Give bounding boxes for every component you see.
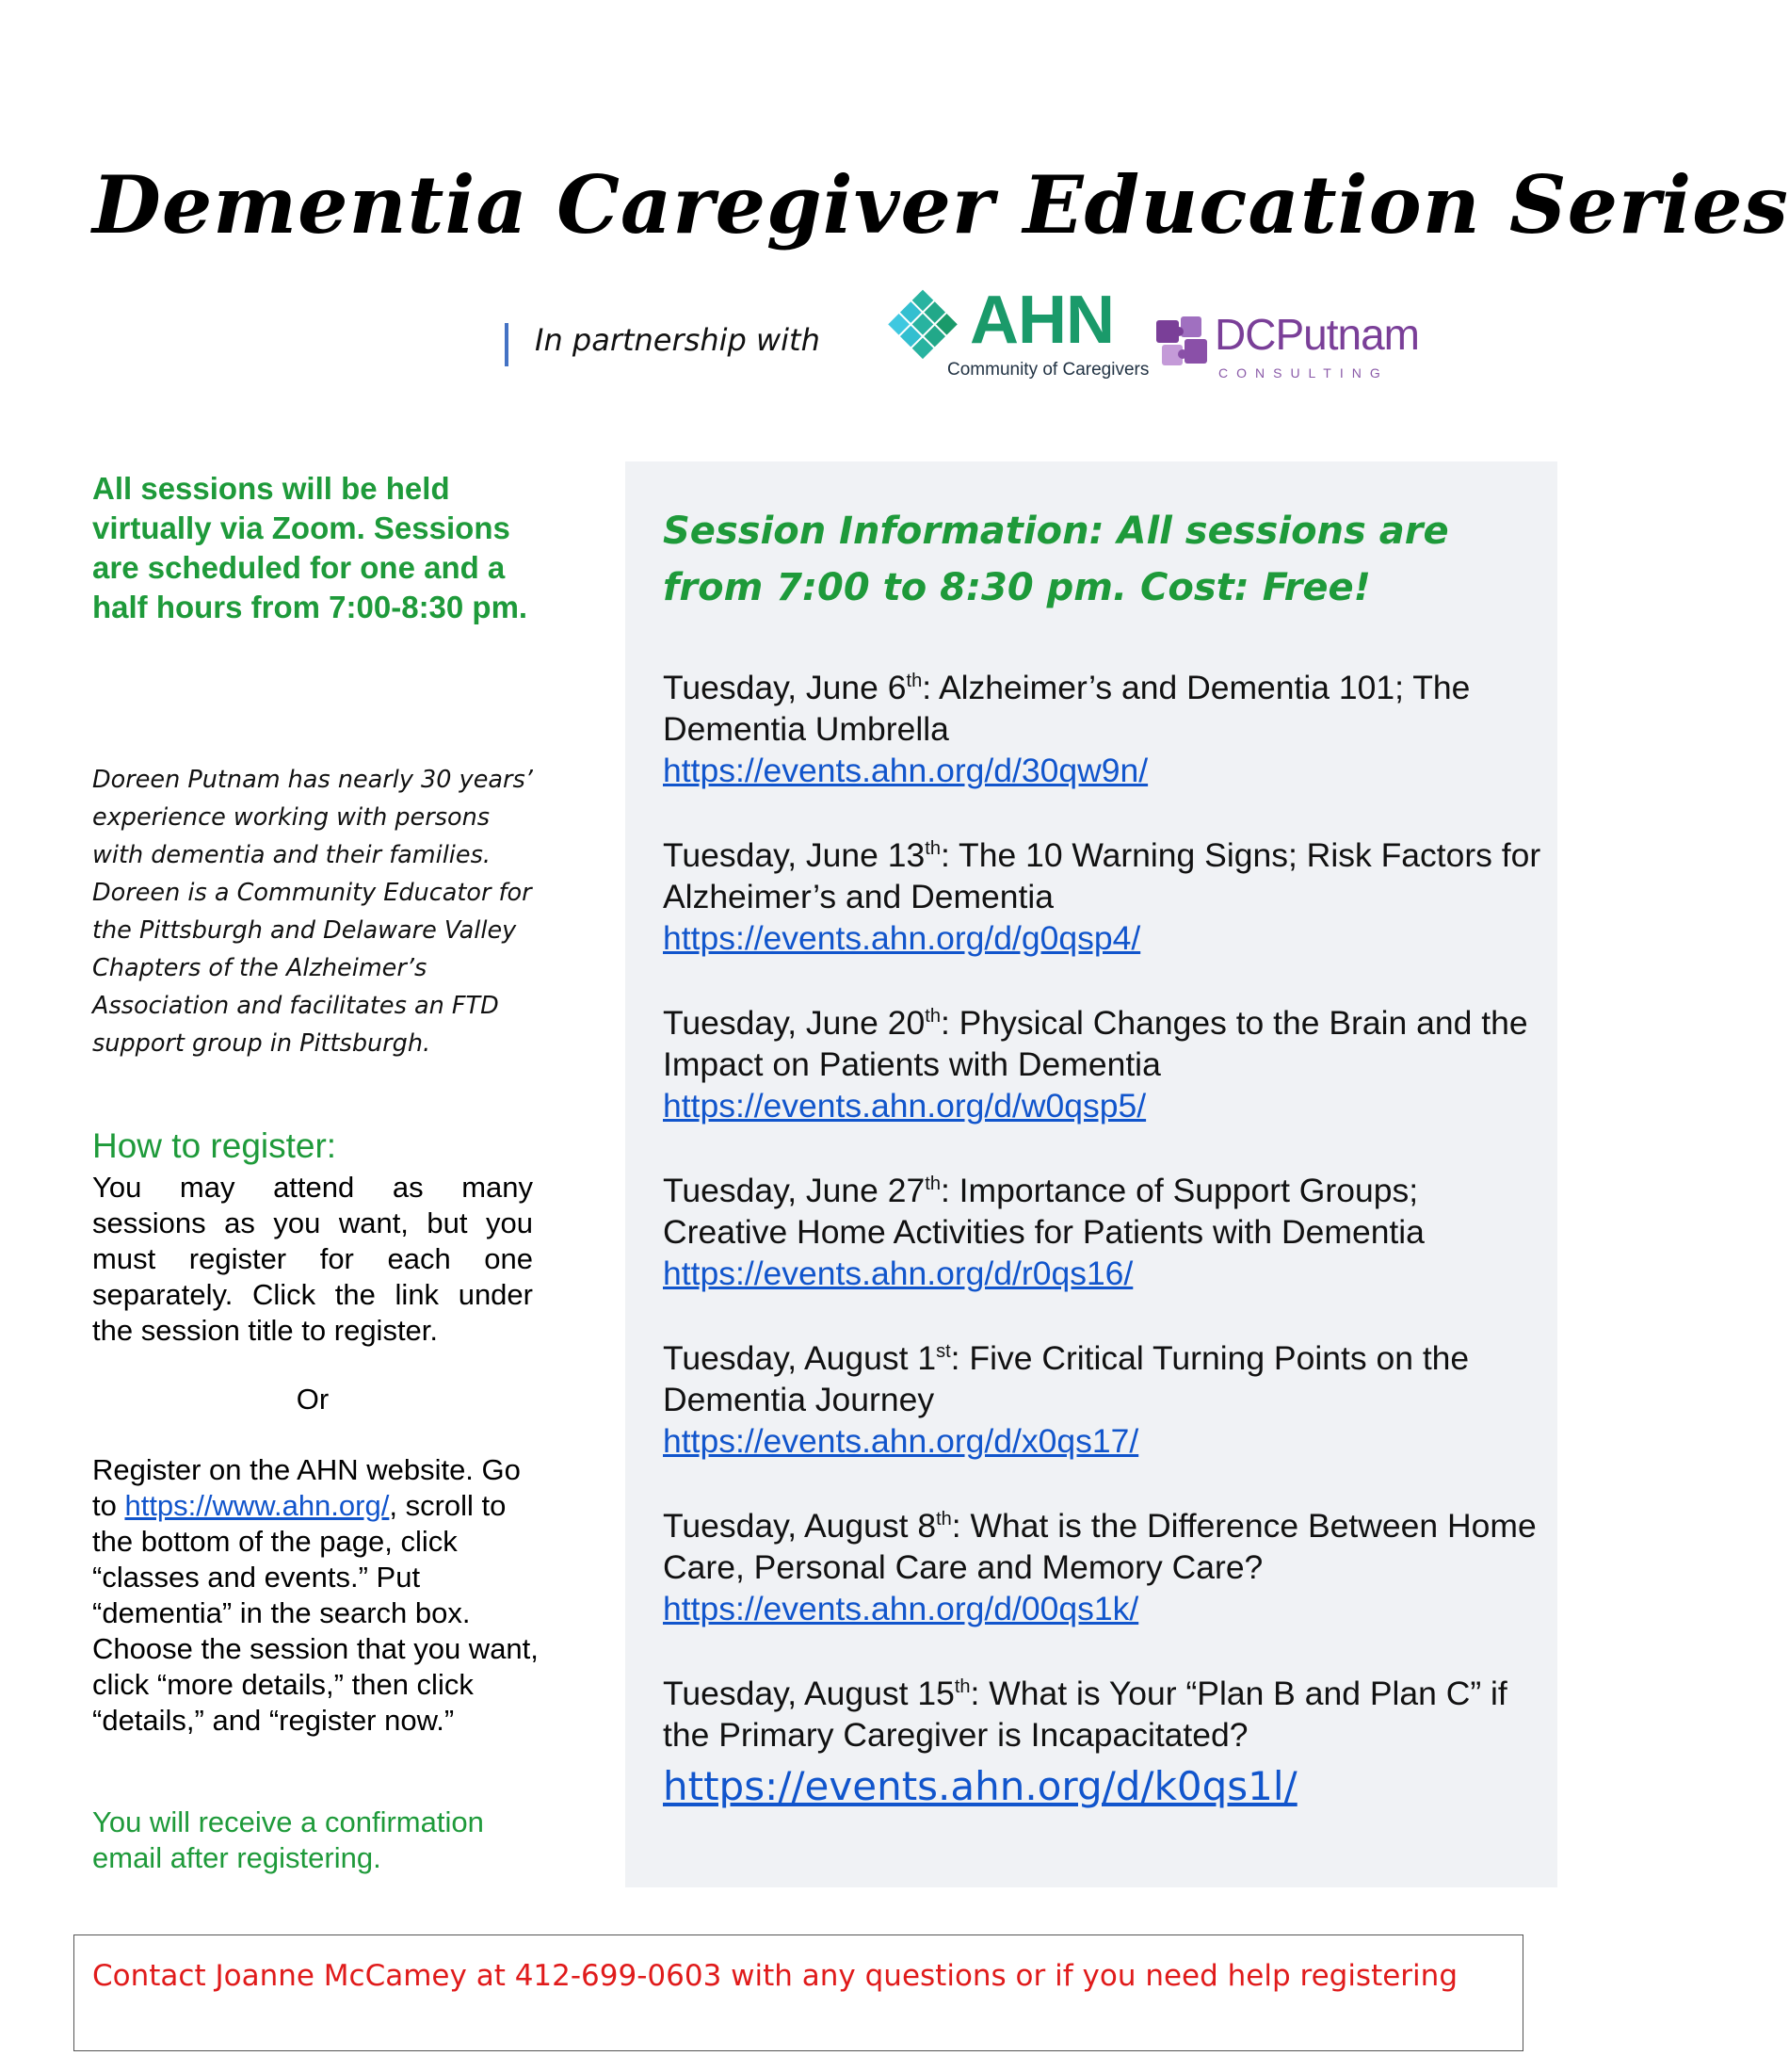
website-instructions-pre: Register on the AHN website. Go to (92, 1453, 521, 1522)
date-suffix: st (936, 1341, 951, 1363)
ahn-logo-subtext: Community of Caregivers (947, 360, 1150, 380)
session-item (663, 667, 1548, 791)
session-item (663, 1337, 1548, 1462)
how-to-register-text: You may attend as many sessions as you want, but you must register for each one separately. Click the link under the session title to register. (92, 1171, 533, 1347)
session-register-link[interactable]: https://events.ahn.org/d/x0qs17/ (663, 1422, 1139, 1460)
divider-bar (505, 323, 508, 366)
confirmation-note: You will receive a confirmation email after registering. (92, 1805, 484, 1874)
dcp-logo-subtext: CONSULTING (1218, 365, 1389, 380)
presenter-bio: Doreen Putnam has nearly 30 years’ experience working with persons with dementia and their families. Doreen is a Community Educator for the Pittsburgh and Delaware Valley Chapters of the Alzheimer’s Association and facilitates an FTD support group in Pittsburgh. (92, 766, 533, 1058)
session-title: : Five Critical Turning Points on the Dementia Journey (663, 1339, 1470, 1418)
or-separator: Or (296, 1383, 330, 1416)
session-item (663, 1673, 1548, 1814)
session-date: Tuesday, August 15 (663, 1675, 955, 1712)
contact-text: Contact Joanne McCamey at 412-699-0603 with any questions or if you need help registering (92, 1959, 1458, 1993)
ahn-website-link[interactable]: https://www.ahn.org/ (124, 1489, 390, 1522)
website-instructions-post: , scroll to the bottom of the page, click “classes and events.” Put “dementia” in the search box. Choose the session that you want, click “more details,” then click “details,” and “register now.” (92, 1489, 539, 1737)
session-item (663, 1505, 1548, 1629)
session-date: Tuesday, August 8 (663, 1507, 937, 1545)
partnership-label: In partnership with (535, 322, 820, 358)
intro-text: All sessions will be held virtually via Zoom. Sessions are scheduled for one and a half hours from 7:00-8:30 pm. (92, 471, 528, 624)
page-title: Dementia Caregiver Education Series (92, 158, 1789, 251)
contact-box (73, 1934, 1523, 2051)
dcp-logo-text: DCPutnam (1215, 310, 1419, 359)
session-title: : Alzheimer’s and Dementia 101; The Dementia Umbrella (663, 669, 1471, 748)
session-title: : The 10 Warning Signs; Risk Factors for Alzheimer’s and Dementia (663, 836, 1541, 915)
ahn-logo-text: AHN (970, 283, 1114, 358)
date-suffix: th (954, 1676, 971, 1698)
session-item (663, 834, 1548, 959)
session-date: Tuesday, June 6 (663, 669, 907, 706)
session-register-link[interactable]: https://events.ahn.org/d/00qs1k/ (663, 1590, 1139, 1627)
session-register-link[interactable]: https://events.ahn.org/d/30qw9n/ (663, 752, 1149, 789)
session-date: Tuesday, August 1 (663, 1339, 937, 1377)
session-heading: Session Information: All sessions are from 7:00 to 8:30 pm. Cost: Free! (663, 510, 1449, 609)
session-date: Tuesday, June 13 (663, 836, 926, 874)
session-register-link[interactable]: https://events.ahn.org/d/g0qsp4/ (663, 919, 1141, 957)
date-suffix: th (936, 1509, 952, 1530)
session-title: : Physical Changes to the Brain and the Impact on Patients with Dementia (663, 1004, 1528, 1083)
session-register-link[interactable]: https://events.ahn.org/d/r0qs16/ (663, 1255, 1134, 1292)
session-item (663, 1002, 1548, 1126)
website-instructions (92, 1452, 542, 1739)
session-title: : Importance of Support Groups; Creative Home Activities for Patients with Dementia (663, 1172, 1425, 1251)
session-register-link[interactable]: https://events.ahn.org/d/w0qsp5/ (663, 1087, 1147, 1125)
session-date: Tuesday, June 20 (663, 1004, 926, 1042)
date-suffix: th (925, 838, 941, 860)
session-register-link[interactable]: https://events.ahn.org/d/k0qs1l/ (663, 1763, 1297, 1809)
session-title: : What is the Difference Between Home Care, Personal Care and Memory Care? (663, 1507, 1537, 1586)
date-suffix: th (906, 671, 923, 692)
how-to-register-heading: How to register: (92, 1126, 337, 1165)
session-item (663, 1170, 1548, 1294)
intro-block (92, 469, 537, 627)
date-suffix: th (925, 1006, 941, 1028)
date-suffix: th (925, 1174, 941, 1195)
session-date: Tuesday, June 27 (663, 1172, 926, 1209)
session-title: : What is Your “Plan B and Plan C” if the Primary Caregiver is Incapacitated? (663, 1675, 1507, 1754)
